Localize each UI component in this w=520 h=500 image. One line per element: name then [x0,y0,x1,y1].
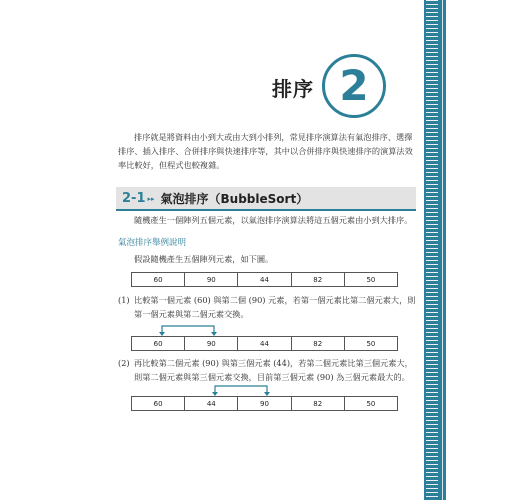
chapter-number: 2 [339,61,369,110]
array-after-step-1 [131,336,398,351]
array-cell: 50 [344,397,397,410]
array-initial [131,272,398,287]
section-number: 2-1 [122,190,146,206]
array-cell: 90 [184,337,237,350]
chapter-intro: 排序就是將資料由小到大或由大到小排列，常見排序演算法有氣泡排序、選擇排序、插入排序、合併排序與快速排序等，其中以合併排序與快速排序的演算法效率比較好，但程式也較複雜。 [118,132,413,170]
step-1-text: 比較第一個元素 (60) 與第二個 (90) 元素，若第一個元素比第二個元素大，則第一個元素與第二個元素交換。 [134,295,416,319]
section-arrow-icon: ▸▸ [147,195,155,203]
step-2-text: 再比較第二個元素 (90) 與第三個元素 (44)，若第二個元素比第三個元素大，則第二個元素與第三個元素交換，目前第三個元素 (90) 為三個元素最大的。 [134,358,413,382]
page-edge-ruler [426,0,438,500]
chapter-title: 排序 [272,77,314,101]
step-2-label: (2) [118,358,130,368]
swap-arrow-icon [158,323,218,337]
array-cell: 90 [237,397,290,410]
chapter-number-badge [322,54,386,118]
swap-arrow-icon [211,383,271,397]
array-cell: 60 [153,399,163,408]
step-2 [118,356,418,384]
page-edge-line [442,0,443,500]
array-cell: 90 [184,273,237,286]
array-cell: 44 [237,337,290,350]
step-1 [118,293,418,321]
assumption-text: 假設隨機產生五個陣列元素，如下圖。 [134,254,274,264]
array-cell: 60 [153,275,163,284]
array-cell: 60 [153,339,163,348]
section-title: 氣泡排序（BubbleSort） [160,191,309,206]
array-cell: 50 [344,337,397,350]
array-cell: 82 [291,397,344,410]
subheading: 氣泡排序舉例說明 [118,238,187,248]
array-cell: 82 [291,337,344,350]
array-cell: 44 [184,397,237,410]
section-heading [116,187,416,211]
array-cell: 44 [237,273,290,286]
step-1-label: (1) [118,295,130,305]
array-after-step-2 [131,396,398,411]
array-cell: 50 [344,273,397,286]
section-intro: 隨機產生一個陣列五個元素，以氣泡排序演算法將這五個元素由小到大排序。 [134,215,413,225]
array-cell: 82 [291,273,344,286]
